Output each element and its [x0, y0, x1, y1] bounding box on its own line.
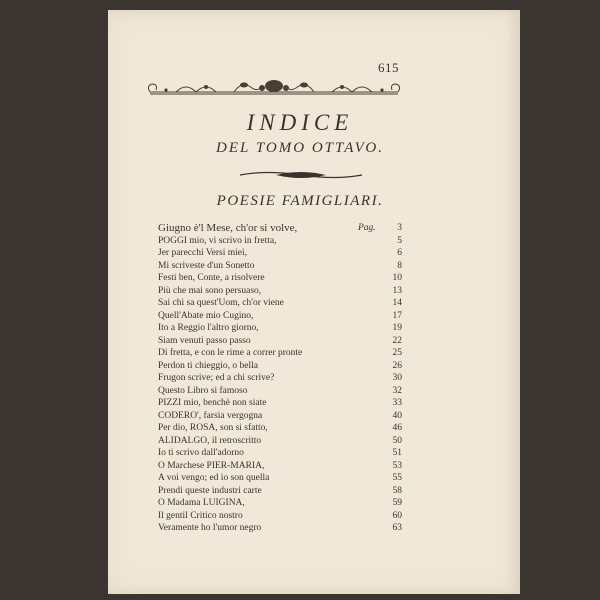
toc-entry-page: 58 [392, 485, 402, 496]
toc-entry-page: 55 [392, 473, 402, 483]
toc-entry [158, 285, 402, 298]
toc-entry-page: 8 [397, 260, 402, 271]
swash-rule [236, 168, 366, 182]
toc-entry-title: Mi scriveste d'un Sonetto [158, 260, 255, 271]
toc-entry-page: 5 [397, 235, 402, 246]
toc-entry [158, 397, 402, 410]
toc-entry [158, 360, 402, 373]
toc-entry-page: 3 [397, 223, 402, 233]
toc-entry-page: 32 [392, 385, 402, 396]
headpiece-ornament [146, 76, 402, 102]
toc-entry [158, 422, 402, 435]
toc-entry [158, 385, 402, 398]
toc-entry [158, 260, 402, 273]
toc-entry [158, 347, 402, 360]
toc-entry-page: 40 [392, 410, 402, 421]
toc-entry-title: Perdon ti chieggio, o bella [158, 360, 258, 371]
toc-entry-title: Quell'Abate mio Cugino, [158, 310, 254, 321]
toc-entry [158, 447, 402, 460]
table-of-contents [158, 222, 402, 535]
toc-entry-title: Sai chi sa quest'Uom, ch'or viene [158, 298, 284, 308]
index-subtitle: DEL TOMO OTTAVO. [216, 140, 384, 156]
toc-entry [158, 485, 402, 498]
toc-entry [158, 372, 402, 385]
toc-entry [158, 460, 402, 473]
toc-entry-page: 6 [397, 248, 402, 258]
toc-entry [158, 522, 402, 535]
toc-entry-page: 19 [392, 323, 402, 333]
toc-entry-title: Io ti scrivo dall'adorno [158, 448, 244, 458]
toc-entry-title: PIZZI mio, benchè non siate [158, 398, 267, 408]
toc-entry-page: 25 [392, 348, 402, 358]
toc-entry-title: Di fretta, e con le rime a correr pronte [158, 348, 303, 358]
toc-entry-title: Veramente ho l'umor negro [158, 523, 262, 533]
toc-entry-title: Giugno è'l Mese, ch'or si volve, [158, 222, 298, 234]
section-title: POESIE FAMIGLIARI. [216, 193, 384, 209]
toc-entry-page: 59 [392, 498, 402, 508]
toc-entry-title: Jer parecchi Versi miei, [158, 248, 247, 258]
index-title: INDICE [246, 110, 354, 135]
toc-entry-page: 14 [392, 298, 402, 308]
toc-entry-title: Più che mai sono persuaso, [158, 285, 262, 296]
toc-entry-title: Siam venuti passo passo [158, 335, 251, 346]
toc-entry-page: 22 [392, 335, 402, 346]
toc-entry-page: 53 [392, 460, 402, 471]
toc-entry-page: 51 [392, 448, 402, 458]
toc-entry-title: O Marchese PIER-MARIA, [158, 460, 265, 471]
toc-entry-page: 50 [392, 435, 402, 446]
toc-entry-title: Il gentil Critico nostro [158, 510, 243, 521]
toc-entry-title: POGGI mio, vi scrivo in fretta, [158, 235, 277, 246]
page-label: Pag. [358, 223, 376, 233]
toc-entry-page: 60 [392, 510, 402, 521]
toc-entry [158, 410, 402, 423]
toc-entry [158, 497, 402, 510]
toc-entry-title: Festi ben, Conte, a risolvere [158, 273, 265, 283]
toc-entry-title: ALIDALGO, il retroscritto [158, 435, 262, 446]
toc-entry-title: CODERO', farsia vergogna [158, 410, 263, 421]
toc-entry-page: 30 [392, 373, 402, 383]
toc-entry [158, 472, 402, 485]
toc-entry-title: Per dio, ROSA, son si sfatto, [158, 423, 268, 433]
toc-entry-page: 63 [392, 523, 402, 533]
toc-entry [158, 322, 402, 335]
toc-entry-title: A voi vengo; ed io son quella [158, 473, 270, 483]
toc-entry-page: 46 [392, 423, 402, 433]
toc-entry-page: 33 [392, 398, 402, 408]
page-number: 615 [378, 60, 399, 75]
toc-entry-page: 17 [392, 310, 402, 321]
toc-entry-title: Ito a Reggio l'altro giorno, [158, 323, 259, 333]
toc-entry [158, 435, 402, 448]
toc-entry [158, 310, 402, 323]
toc-entry-page: 26 [392, 360, 402, 371]
toc-entry [158, 247, 402, 260]
toc-entry-page: 13 [392, 285, 402, 296]
toc-entry-title: Questo Libro si famoso [158, 385, 248, 396]
toc-entry [158, 335, 402, 348]
toc-entry-page: 10 [392, 273, 402, 283]
toc-entry [158, 297, 402, 310]
toc-entry [158, 235, 402, 248]
toc-entry [158, 222, 402, 235]
toc-entry-title: Prendi queste industri carte [158, 485, 262, 496]
toc-entry [158, 272, 402, 285]
toc-entry [158, 510, 402, 523]
toc-entry-title: Frugon scrive; ed a chi scrive? [158, 373, 275, 383]
toc-entry-title: O Madama LUIGINA, [158, 498, 245, 508]
